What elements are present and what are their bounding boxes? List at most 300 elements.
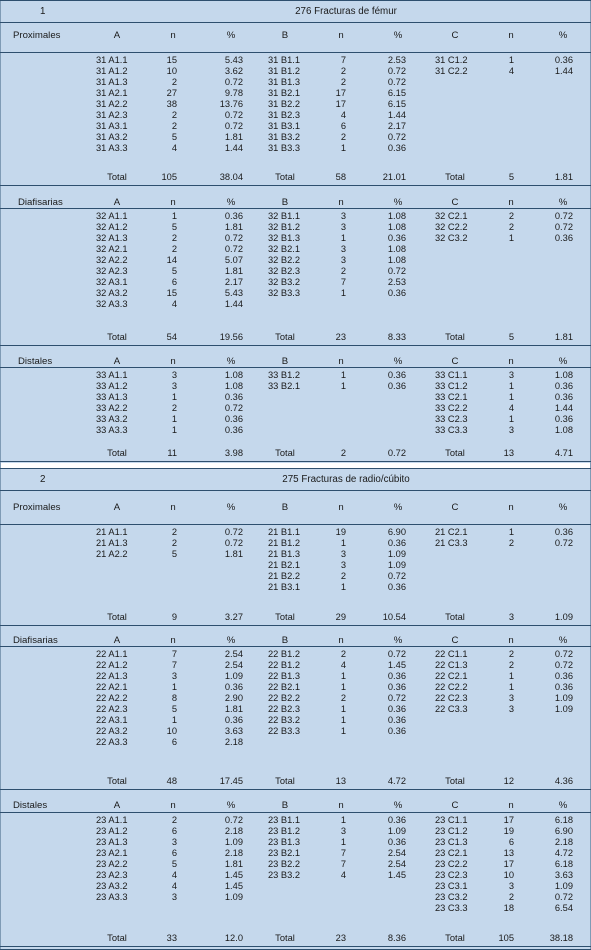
total-label: Total (275, 776, 295, 786)
fracture-percent: 1.09 (387, 548, 406, 559)
fracture-percent: 1.45 (224, 880, 243, 891)
fracture-count: 13 (503, 847, 514, 858)
fracture-count: 17 (503, 815, 514, 825)
fracture-code: 32 C3.2 (435, 232, 468, 243)
fracture-code: 23 B2.2 (268, 858, 301, 869)
fracture-percent: 2.17 (387, 120, 406, 131)
fracture-code: 23 C3.3 (435, 902, 468, 913)
column-header: B (281, 635, 289, 646)
column-header: C (451, 800, 459, 811)
fracture-count: 2 (508, 537, 514, 548)
fracture-count: 6 (171, 825, 177, 836)
fracture-code: 31 B2.3 (268, 109, 301, 120)
fracture-count: 4 (340, 109, 346, 120)
fracture-code: 31 B3.1 (268, 120, 301, 131)
fracture-code: 21 B1.2 (268, 537, 301, 548)
fracture-count: 1 (340, 287, 346, 298)
fracture-count: 1 (171, 391, 177, 402)
fracture-code: 23 B1.1 (268, 815, 301, 825)
fracture-code: 22 A3.2 (96, 725, 128, 736)
column-header: n (170, 502, 176, 513)
total-label: Total (107, 933, 127, 943)
fracture-percent: 2.18 (224, 736, 243, 747)
column-header: B (281, 356, 289, 367)
group-header-rule (0, 812, 591, 813)
fracture-count: 7 (340, 55, 346, 65)
fracture-count: 3 (171, 891, 177, 902)
fracture-percent: 0.36 (387, 537, 406, 548)
fracture-percent: 2.54 (224, 649, 243, 659)
total-percent: 1.81 (554, 172, 573, 182)
column-header: n (338, 30, 344, 41)
total-count: 105 (161, 172, 177, 182)
fracture-code: 31 A3.1 (96, 120, 128, 131)
group-bottom-rule (0, 345, 591, 346)
column-header: n (508, 502, 514, 513)
fracture-count: 1 (508, 670, 514, 681)
fracture-code: 23 C2.3 (435, 869, 468, 880)
total-count: 2 (340, 448, 346, 458)
fracture-code: 33 C2.1 (435, 391, 468, 402)
fracture-count: 1 (340, 537, 346, 548)
column-header: % (226, 30, 236, 41)
fracture-code: 33 C1.1 (435, 370, 468, 380)
fracture-code: 22 A2.1 (96, 681, 128, 692)
fracture-percent: 0.36 (387, 287, 406, 298)
fracture-percent: 0.36 (387, 232, 406, 243)
fracture-percent: 1.09 (224, 891, 243, 902)
fracture-code: 32 B3.3 (268, 287, 301, 298)
fracture-code: 32 A1.2 (96, 221, 128, 232)
fracture-percent: 5.43 (224, 55, 243, 65)
fracture-percent: 4.72 (554, 847, 573, 858)
fracture-percent: 2.54 (387, 847, 406, 858)
fracture-percent: 0.36 (554, 55, 573, 65)
column-header: % (226, 197, 236, 208)
total-count: 5 (508, 332, 514, 342)
section-number: 1 (40, 6, 46, 17)
fracture-code: 33 C1.2 (435, 380, 468, 391)
fracture-count: 5 (171, 548, 177, 559)
fracture-percent: 2.54 (387, 858, 406, 869)
column-header: n (338, 635, 344, 646)
column-header: C (451, 356, 459, 367)
total-percent: 4.36 (554, 776, 573, 786)
fracture-percent: 0.36 (554, 391, 573, 402)
fracture-code: 31 A2.2 (96, 98, 128, 109)
fracture-percent: 0.72 (387, 265, 406, 276)
fracture-code: 22 B3.2 (268, 714, 301, 725)
fracture-code: 32 A1.1 (96, 211, 128, 221)
fracture-count: 2 (508, 891, 514, 902)
fracture-percent: 1.09 (387, 825, 406, 836)
fracture-code: 22 A2.2 (96, 692, 128, 703)
fracture-code: 23 C1.1 (435, 815, 468, 825)
total-count: 11 (167, 448, 177, 458)
fracture-percent: 1.09 (224, 670, 243, 681)
fracture-count: 2 (340, 65, 346, 76)
fracture-code: 32 A2.1 (96, 243, 128, 254)
fracture-count: 2 (340, 570, 346, 581)
fracture-count: 1 (340, 370, 346, 380)
fracture-code: 23 A1.1 (96, 815, 128, 825)
fracture-percent: 9.78 (224, 87, 243, 98)
fracture-count: 1 (508, 681, 514, 692)
fracture-code: 22 B2.3 (268, 703, 301, 714)
fracture-code: 23 A2.2 (96, 858, 128, 869)
fracture-code: 32 C2.2 (435, 221, 468, 232)
fracture-code: 23 C1.2 (435, 825, 468, 836)
column-header: A (113, 30, 121, 41)
fracture-code: 23 A2.1 (96, 847, 128, 858)
fracture-code: 22 A3.3 (96, 736, 128, 747)
column-header: A (113, 356, 121, 367)
fracture-percent: 2.18 (224, 825, 243, 836)
fracture-percent: 1.08 (387, 211, 406, 221)
fracture-count: 4 (171, 142, 177, 153)
fracture-code: 32 A2.2 (96, 254, 128, 265)
fracture-code: 33 C2.2 (435, 402, 468, 413)
fracture-count: 1 (171, 211, 177, 221)
fracture-percent: 1.44 (224, 142, 243, 153)
total-count: 58 (335, 172, 346, 182)
fracture-count: 2 (340, 649, 346, 659)
total-percent: 1.09 (554, 612, 573, 622)
total-label: Total (107, 776, 127, 786)
fracture-percent: 0.72 (224, 815, 243, 825)
column-header: n (508, 800, 514, 811)
fracture-percent: 0.36 (387, 836, 406, 847)
fracture-percent: 1.81 (224, 548, 243, 559)
fracture-code: 32 B1.1 (268, 211, 301, 221)
fracture-count: 5 (171, 858, 177, 869)
fracture-percent: 0.72 (224, 537, 243, 548)
fracture-percent: 3.63 (554, 869, 573, 880)
fracture-percent: 1.45 (387, 869, 406, 880)
column-header: n (170, 197, 176, 208)
section-title: 276 Fracturas de fémur (295, 6, 397, 17)
fracture-count: 2 (340, 692, 346, 703)
total-percent: 1.81 (554, 332, 573, 342)
fracture-code: 21 A1.1 (96, 527, 128, 537)
fracture-count: 4 (340, 869, 346, 880)
group-header-rule (0, 52, 591, 53)
fracture-code: 31 B1.3 (268, 76, 301, 87)
fracture-code: 22 C3.3 (435, 703, 468, 714)
fracture-count: 7 (340, 847, 346, 858)
fracture-count: 17 (503, 858, 514, 869)
total-label: Total (445, 776, 465, 786)
fracture-percent: 1.08 (224, 370, 243, 380)
fracture-percent: 0.72 (554, 211, 573, 221)
fracture-percent: 0.36 (224, 681, 243, 692)
fracture-percent: 2.53 (387, 55, 406, 65)
fracture-count: 1 (340, 725, 346, 736)
fracture-count: 5 (171, 265, 177, 276)
fracture-percent: 1.81 (224, 703, 243, 714)
group-name: Diafisarias (18, 197, 63, 208)
fracture-code: 22 C1.3 (435, 659, 468, 670)
fracture-count: 1 (508, 391, 514, 402)
fracture-count: 5 (171, 703, 177, 714)
fracture-count: 3 (340, 243, 346, 254)
fracture-percent: 1.44 (224, 298, 243, 309)
fracture-count: 1 (508, 527, 514, 537)
column-header: A (113, 635, 121, 646)
fracture-code: 32 B1.3 (268, 232, 301, 243)
fracture-count: 5 (171, 131, 177, 142)
fracture-percent: 2.18 (224, 847, 243, 858)
total-count: 23 (335, 332, 346, 342)
fracture-count: 6 (171, 736, 177, 747)
fracture-code: 23 B1.2 (268, 825, 301, 836)
fracture-count: 2 (171, 76, 177, 87)
fracture-percent: 2.18 (554, 836, 573, 847)
fracture-code: 21 A2.2 (96, 548, 128, 559)
fracture-percent: 0.72 (387, 131, 406, 142)
fracture-percent: 2.53 (387, 276, 406, 287)
fracture-code: 23 C3.2 (435, 891, 468, 902)
fracture-percent: 0.36 (224, 424, 243, 435)
fracture-code: 21 B1.3 (268, 548, 301, 559)
fracture-count: 1 (171, 714, 177, 725)
group-bottom-rule (0, 625, 591, 626)
fracture-percent: 0.72 (554, 649, 573, 659)
total-label: Total (275, 448, 295, 458)
fracture-count: 2 (171, 537, 177, 548)
fracture-percent: 3.62 (224, 65, 243, 76)
fracture-count: 6 (340, 120, 346, 131)
fracture-count: 6 (171, 847, 177, 858)
fracture-percent: 1.08 (387, 243, 406, 254)
fracture-count: 8 (171, 692, 177, 703)
column-header: n (170, 800, 176, 811)
fracture-code: 31 A1.1 (96, 55, 128, 65)
section-title-rule (0, 22, 591, 23)
fracture-code: 31 A3.3 (96, 142, 128, 153)
fracture-count: 17 (335, 98, 346, 109)
total-label: Total (275, 172, 295, 182)
fracture-percent: 1.45 (387, 659, 406, 670)
fracture-code: 21 B1.1 (268, 527, 301, 537)
fracture-count: 3 (171, 380, 177, 391)
fracture-code: 22 A1.2 (96, 659, 128, 670)
fracture-count: 2 (508, 211, 514, 221)
fracture-percent: 1.45 (224, 869, 243, 880)
fracture-percent: 1.09 (554, 703, 573, 714)
fracture-count: 7 (340, 858, 346, 869)
total-label: Total (445, 612, 465, 622)
fracture-count: 1 (508, 413, 514, 424)
fracture-percent: 1.09 (554, 692, 573, 703)
group-header-rule (0, 524, 591, 525)
fracture-code: 33 C3.3 (435, 424, 468, 435)
fracture-count: 2 (340, 76, 346, 87)
fracture-code: 32 B1.2 (268, 221, 301, 232)
fracture-code: 33 B1.2 (268, 370, 301, 380)
fracture-percent: 0.36 (387, 681, 406, 692)
fracture-count: 3 (508, 370, 514, 380)
total-count: 105 (498, 933, 514, 943)
column-header: % (393, 356, 403, 367)
fracture-code: 31 B1.2 (268, 65, 301, 76)
total-label: Total (275, 933, 295, 943)
fracture-percent: 0.36 (554, 232, 573, 243)
fracture-percent: 1.44 (554, 65, 573, 76)
fracture-code: 31 A3.2 (96, 131, 128, 142)
fracture-count: 1 (340, 681, 346, 692)
fracture-count: 15 (166, 287, 177, 298)
fracture-percent: 0.36 (387, 725, 406, 736)
fracture-code: 22 A3.1 (96, 714, 128, 725)
fracture-code: 21 B3.1 (268, 581, 301, 592)
fracture-count: 4 (508, 402, 514, 413)
fracture-count: 2 (171, 815, 177, 825)
fracture-count: 3 (340, 559, 346, 570)
fracture-percent: 0.72 (554, 891, 573, 902)
fracture-code: 31 B3.3 (268, 142, 301, 153)
fracture-code: 33 A1.2 (96, 380, 128, 391)
total-count: 48 (166, 776, 177, 786)
section-title: 275 Fracturas de radio/cúbito (282, 474, 410, 485)
total-label: Total (107, 332, 127, 342)
column-header: % (393, 197, 403, 208)
fracture-count: 4 (340, 659, 346, 670)
fracture-percent: 1.81 (224, 221, 243, 232)
group-bottom-rule (0, 461, 591, 462)
fracture-count: 2 (171, 527, 177, 537)
fracture-percent: 3.63 (224, 725, 243, 736)
column-header: % (558, 800, 568, 811)
fracture-count: 3 (340, 548, 346, 559)
total-percent: 8.36 (387, 933, 406, 943)
fracture-code: 21 C3.3 (435, 537, 468, 548)
fracture-percent: 1.09 (224, 836, 243, 847)
fracture-count: 1 (340, 232, 346, 243)
fracture-percent: 0.72 (224, 76, 243, 87)
fracture-count: 7 (171, 659, 177, 670)
fracture-count: 2 (508, 221, 514, 232)
column-header: n (170, 356, 176, 367)
fracture-percent: 1.81 (224, 858, 243, 869)
total-count: 3 (508, 612, 514, 622)
fracture-count: 4 (171, 869, 177, 880)
total-percent: 3.98 (224, 448, 243, 458)
fracture-percent: 0.36 (387, 142, 406, 153)
fracture-count: 1 (171, 424, 177, 435)
fracture-code: 33 B2.1 (268, 380, 301, 391)
total-count: 5 (508, 172, 514, 182)
fracture-code: 32 A2.3 (96, 265, 128, 276)
fracture-percent: 0.72 (224, 243, 243, 254)
fracture-percent: 0.36 (554, 670, 573, 681)
total-count: 29 (335, 612, 346, 622)
fracture-percent: 0.36 (387, 714, 406, 725)
fracture-percent: 0.36 (554, 413, 573, 424)
group-header-rule (0, 208, 591, 209)
fracture-code: 22 A2.3 (96, 703, 128, 714)
fracture-percent: 1.81 (224, 265, 243, 276)
total-count: 13 (335, 776, 346, 786)
fracture-code: 31 C2.2 (435, 65, 468, 76)
section-title-rule (0, 490, 591, 491)
fracture-count: 2 (171, 243, 177, 254)
total-percent: 3.27 (224, 612, 243, 622)
fracture-count: 7 (340, 276, 346, 287)
fracture-percent: 1.09 (554, 880, 573, 891)
fracture-percent: 0.36 (554, 681, 573, 692)
fracture-code: 23 A1.3 (96, 836, 128, 847)
fracture-count: 2 (508, 649, 514, 659)
fracture-percent: 0.72 (224, 232, 243, 243)
fracture-count: 1 (171, 413, 177, 424)
fracture-count: 1 (508, 380, 514, 391)
fracture-count: 1 (340, 142, 346, 153)
fracture-count: 1 (340, 815, 346, 825)
group-name: Diafisarias (13, 635, 58, 646)
column-header: % (558, 197, 568, 208)
fracture-count: 1 (340, 581, 346, 592)
fracture-count: 1 (340, 380, 346, 391)
section-top-rule (0, 468, 591, 469)
column-header: B (281, 30, 289, 41)
fracture-percent: 0.72 (224, 527, 243, 537)
fracture-code: 23 C3.1 (435, 880, 468, 891)
fracture-code: 33 A2.2 (96, 402, 128, 413)
total-percent: 21.01 (382, 172, 406, 182)
column-header: B (281, 502, 289, 513)
fracture-code: 33 C2.3 (435, 413, 468, 424)
column-header: % (226, 356, 236, 367)
fracture-percent: 0.36 (387, 370, 406, 380)
fracture-count: 1 (508, 55, 514, 65)
column-header: A (113, 800, 121, 811)
fracture-code: 22 B2.1 (268, 681, 301, 692)
column-header: C (451, 635, 459, 646)
fracture-code: 22 C2.3 (435, 692, 468, 703)
column-header: % (558, 502, 568, 513)
fracture-percent: 0.36 (387, 815, 406, 825)
column-header: % (558, 635, 568, 646)
fracture-count: 19 (335, 527, 346, 537)
fracture-code: 21 B2.1 (268, 559, 301, 570)
fracture-count: 2 (508, 659, 514, 670)
column-header: n (338, 197, 344, 208)
fracture-code: 22 B1.2 (268, 649, 301, 659)
fracture-percent: 1.81 (224, 131, 243, 142)
column-header: n (338, 502, 344, 513)
fracture-code: 23 A2.3 (96, 869, 128, 880)
fracture-percent: 0.36 (554, 380, 573, 391)
column-header: % (226, 502, 236, 513)
fracture-code: 33 A3.2 (96, 413, 128, 424)
total-count: 12 (503, 776, 514, 786)
column-header: B (281, 197, 289, 208)
fracture-code: 31 A1.3 (96, 76, 128, 87)
fracture-count: 3 (508, 880, 514, 891)
fracture-percent: 6.90 (387, 527, 406, 537)
group-name: Distales (13, 800, 48, 811)
fracture-count: 19 (503, 825, 514, 836)
fracture-percent: 5.07 (224, 254, 243, 265)
fracture-percent: 0.72 (554, 221, 573, 232)
fracture-code: 32 A3.3 (96, 298, 128, 309)
fracture-code: 31 A2.1 (96, 87, 128, 98)
fracture-count: 1 (340, 836, 346, 847)
fracture-percent: 1.08 (224, 380, 243, 391)
fracture-code: 31 A1.2 (96, 65, 128, 76)
fracture-count: 2 (171, 402, 177, 413)
